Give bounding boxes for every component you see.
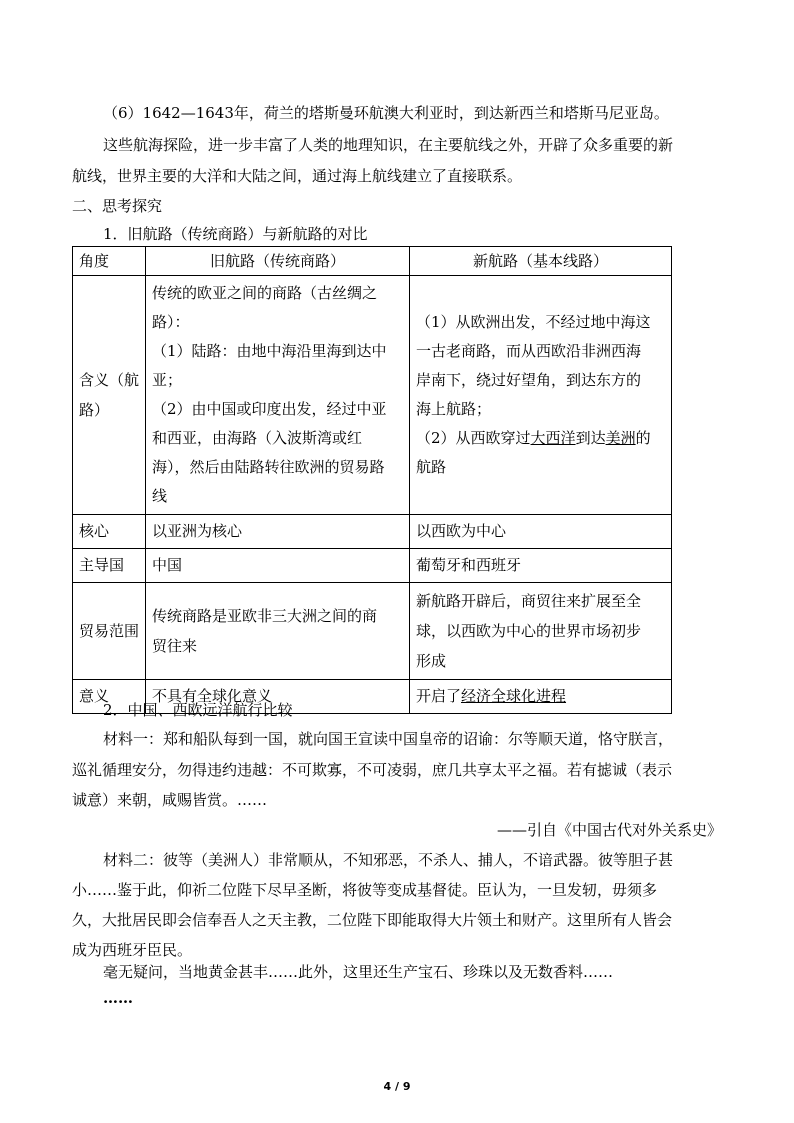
row-label: 含义（航路） bbox=[73, 276, 146, 515]
old-route-cell: 不具有全球化意义 bbox=[146, 680, 410, 714]
table-row bbox=[73, 549, 672, 583]
old-route-cell bbox=[146, 583, 410, 680]
text-run: 开启了 bbox=[416, 687, 462, 705]
material-2-line-1: 材料二：彼等（美洲人）非常顺从，不知邪恶，不杀人、捕人，不谙武器。彼等胆子甚 bbox=[103, 851, 674, 869]
new-route-cell: 葡萄牙和西班牙 bbox=[410, 549, 672, 583]
cell-line: 海），然后由陆路转往欧洲的贸易路 bbox=[152, 458, 385, 476]
subsection-title-2: 2．中国、西欧远洋航行比较 bbox=[103, 701, 293, 719]
old-route-cell: 以亚洲为核心 bbox=[146, 515, 410, 549]
new-route-cell bbox=[410, 276, 672, 515]
paragraph-summary-line-2: 航线，世界主要的大洋和大陆之间，通过海上航线建立了直接联系。 bbox=[72, 167, 523, 185]
text-run: 到达 bbox=[575, 429, 606, 447]
subsection-title-1: 1．旧航路（传统商路）与新航路的对比 bbox=[103, 225, 368, 243]
material-1-line-2: 巡礼循理安分，勿得违约违越：不可欺寡，不可凌弱，庶几共享太平之福。若有摅诚（表示 bbox=[72, 761, 673, 779]
underlined-term: 大西洋 bbox=[530, 429, 576, 447]
cell-line bbox=[416, 424, 665, 453]
new-route-cell bbox=[410, 583, 672, 680]
row-label: 核心 bbox=[73, 515, 146, 549]
table-header-row bbox=[73, 247, 672, 276]
cell-line: 一古老商路，而从西欧沿非洲西海 bbox=[416, 342, 642, 360]
table-row bbox=[73, 583, 672, 680]
text-run: （2）从西欧穿过 bbox=[416, 429, 531, 447]
cell-line: 新航路开辟后，商贸往来扩展至全 bbox=[416, 592, 642, 610]
table-header-cell: 旧航路（传统商路） bbox=[146, 247, 410, 276]
cell-line: 海上航路； bbox=[416, 400, 492, 418]
section-title: 二、思考探究 bbox=[72, 197, 163, 215]
row-label: 主导国 bbox=[73, 549, 146, 583]
cell-line: 和西亚，由海路（入波斯湾或红 bbox=[152, 429, 363, 447]
material-2-line-4: 成为西班牙臣民。 bbox=[72, 941, 193, 959]
row-label: 贸易范围 bbox=[73, 583, 146, 680]
table-header-cell: 角度 bbox=[73, 247, 146, 276]
old-route-cell bbox=[146, 276, 410, 515]
comparison-table bbox=[72, 246, 672, 714]
table-row bbox=[73, 515, 672, 549]
old-route-cell: 中国 bbox=[146, 549, 410, 583]
material-2-line-6: …… bbox=[103, 989, 133, 1007]
page-number: 4 / 9 bbox=[383, 1080, 411, 1093]
paragraph-voyage-6: （6）1642—1643年，荷兰的塔斯曼环航澳大利亚时，到达新西兰和塔斯马尼亚岛。 bbox=[103, 104, 669, 122]
row-label: 意义 bbox=[73, 680, 146, 714]
text-run: 的 bbox=[635, 429, 651, 447]
material-2-line-5: 毫无疑问，当地黄金甚丰……此外，这里还生产宝石、珍珠以及无数香料…… bbox=[103, 963, 614, 981]
cell-line: 岸南下，绕过好望角，到达东方的 bbox=[416, 371, 642, 389]
table-row bbox=[73, 276, 672, 515]
underlined-term: 经济全球化进程 bbox=[461, 687, 567, 705]
cell-line: 航路 bbox=[416, 458, 447, 476]
cell-line: 线 bbox=[152, 487, 168, 505]
cell-line: 路）： bbox=[152, 313, 190, 331]
cell-line: 传统商路是亚欧非三大洲之间的商 bbox=[152, 607, 378, 625]
cell-line: 球，以西欧为中心的世界市场初步 bbox=[416, 622, 642, 640]
cell-line: 形成 bbox=[416, 652, 447, 670]
new-route-cell bbox=[410, 680, 672, 714]
new-route-cell: 以西欧为中心 bbox=[410, 515, 672, 549]
material-2-line-2: 小……鉴于此，仰祈二位陛下尽早圣断，将彼等变成基督徒。臣认为，一旦发轫，毋须多 bbox=[72, 881, 658, 899]
paragraph-summary-line-1: 这些航海探险，进一步丰富了人类的地理知识，在主要航线之外，开辟了众多重要的新 bbox=[103, 136, 674, 154]
cell-line: 贸往来 bbox=[152, 637, 198, 655]
table-header-cell: 新航路（基本线路） bbox=[410, 247, 672, 276]
cell-line: 亚； bbox=[152, 371, 183, 389]
underlined-term: 美洲 bbox=[605, 429, 636, 447]
material-2-line-3: 久，大批居民即会信奉吾人之天主教，二位陛下即能取得大片领土和财产。这里所有人皆会 bbox=[72, 911, 673, 929]
cell-line: （1）从欧洲出发，不经过地中海这 bbox=[416, 313, 651, 331]
cell-line: （1）陆路：由地中海沿里海到达中 bbox=[152, 342, 387, 360]
cell-line: （2）由中国或印度出发，经过中亚 bbox=[152, 400, 387, 418]
material-1-source: ——引自《中国古代对外关系史》 bbox=[496, 821, 722, 839]
material-1-line-1: 材料一：郑和船队每到一国，就向国王宣读中国皇帝的诏谕：尔等顺天道，恪守朕言， bbox=[103, 730, 674, 748]
cell-line: 传统的欧亚之间的商路（古丝绸之 bbox=[152, 284, 378, 302]
material-1-line-3: 诚意）来朝，咸赐皆赏。…… bbox=[72, 791, 268, 809]
